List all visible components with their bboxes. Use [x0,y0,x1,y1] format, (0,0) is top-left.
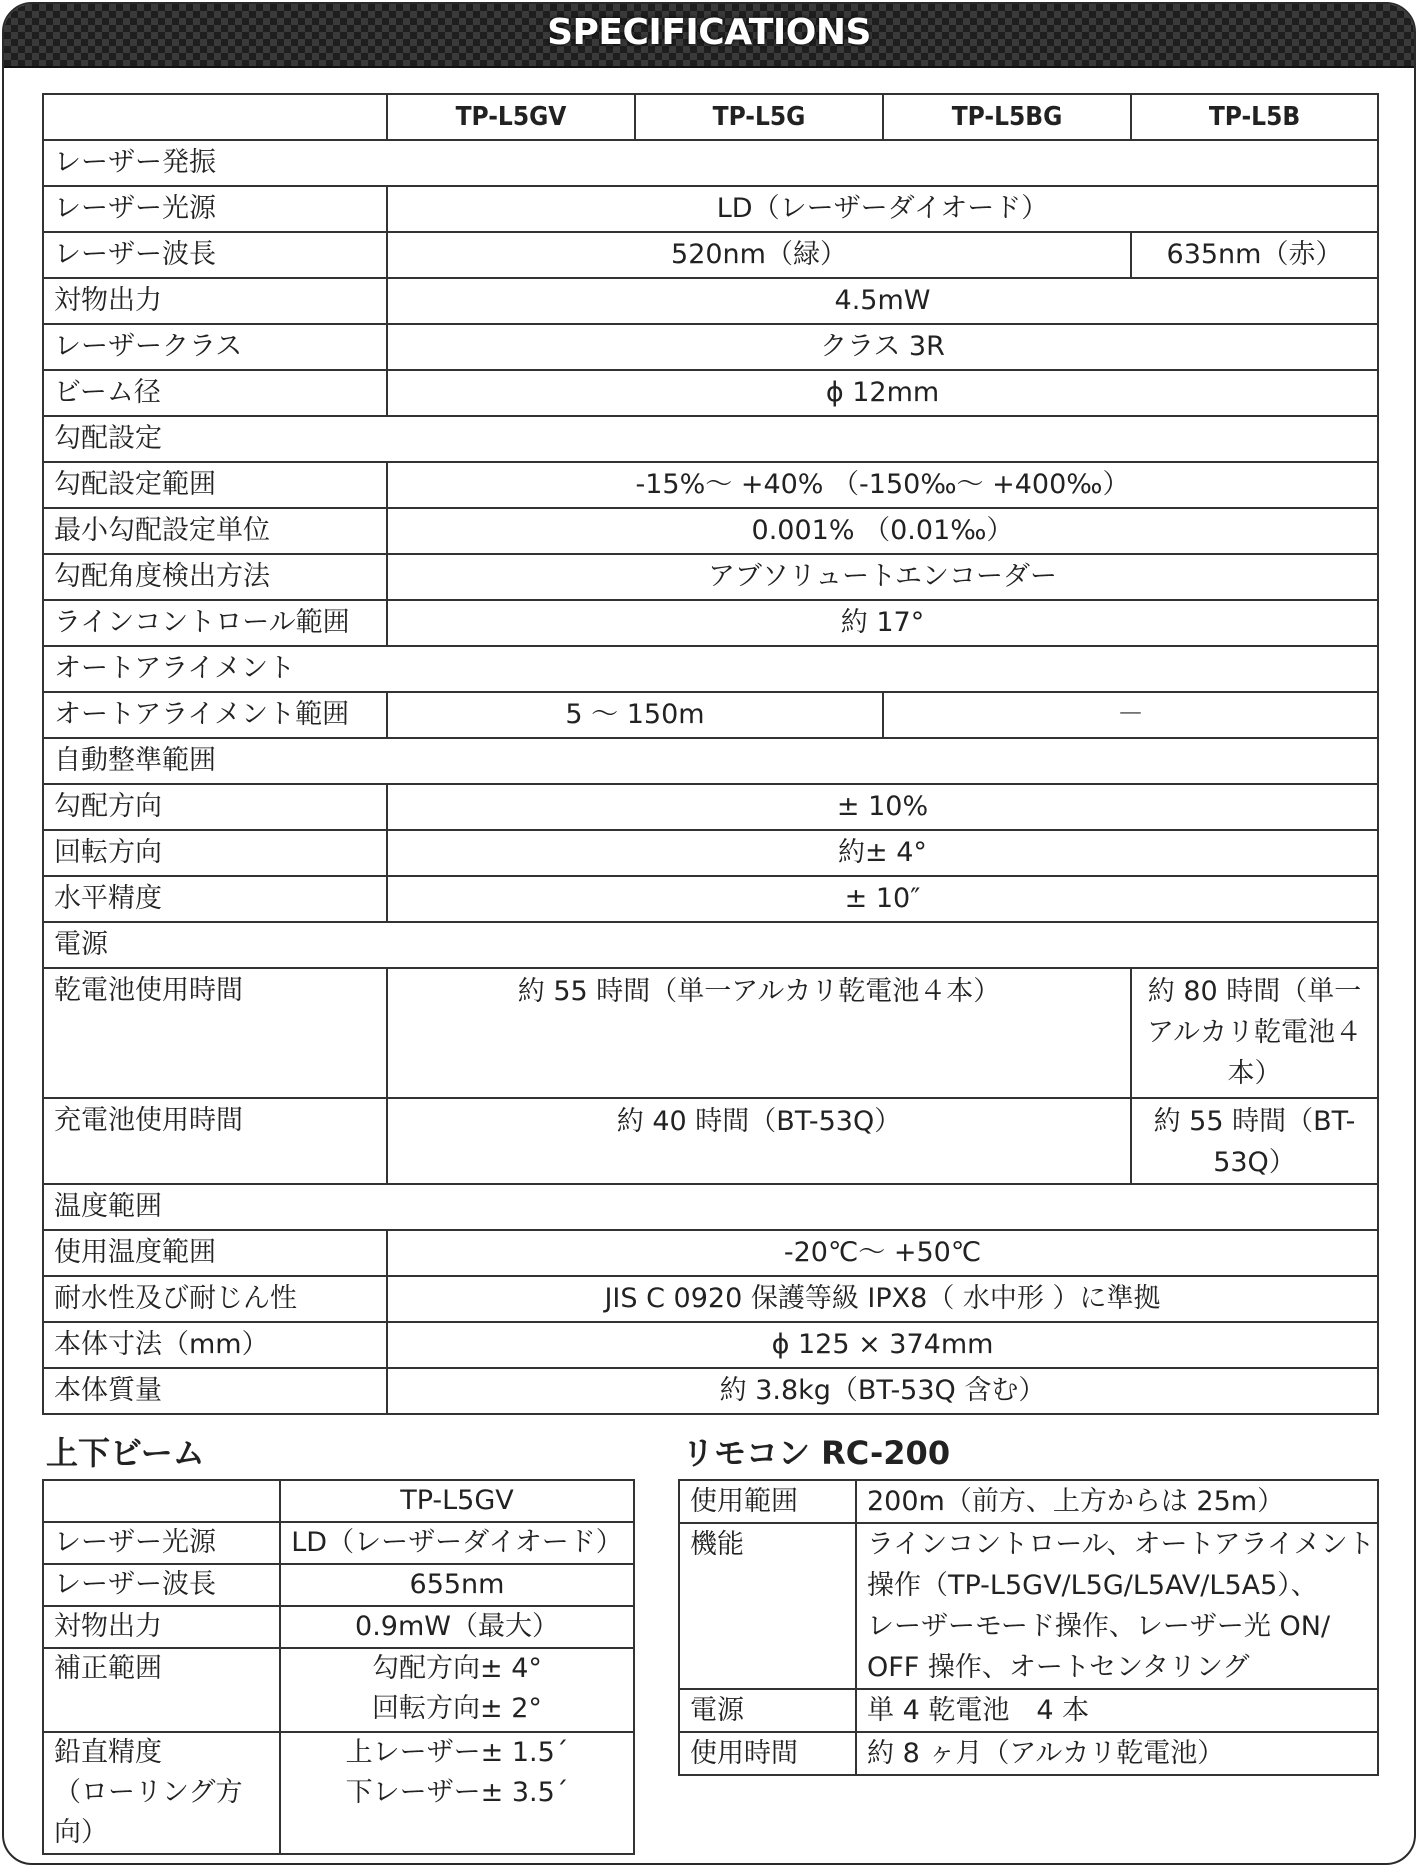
row-label: レーザー光源 [43,1522,280,1564]
table-row [43,600,1378,646]
row-value [280,1648,634,1732]
row-label: オートアライメント範囲 [43,692,387,738]
row-value: 約 55 時間（単一アルカリ乾電池４本） [387,968,1131,1098]
row-value-line: OFF 操作、オートセンタリング [867,1652,1250,1683]
table-row [43,1322,1378,1368]
row-value: 約 80 時間（単一アルカリ乾電池４本） [1131,968,1378,1098]
table-row [43,1230,1378,1276]
row-label [43,1732,280,1854]
row-label: 機能 [679,1523,856,1689]
row-label: 勾配角度検出方法 [43,554,387,600]
table-row [43,370,1378,416]
row-label: 最小勾配設定単位 [43,508,387,554]
row-label: 勾配方向 [43,784,387,830]
section-label: 電源 [43,922,1378,968]
table-row [43,462,1378,508]
row-value: 0.001% （0.01‰） [387,508,1378,554]
table-row [43,876,1378,922]
table-row [43,1606,634,1648]
row-value: 655nm [280,1564,634,1606]
row-value-line: 回転方向± 2° [372,1693,542,1724]
row-value: 約 8 ヶ月（アルカリ乾電池） [856,1732,1378,1775]
row-value: ϕ 125 × 374mm [387,1322,1378,1368]
row-value [856,1523,1378,1689]
table-row [43,968,1378,1098]
section-label: レーザー発振 [43,140,1378,186]
row-value [280,1732,634,1854]
row-value: 単 4 乾電池 4 本 [856,1689,1378,1732]
row-value: LD（レーザーダイオード） [387,186,1378,232]
table-row [679,1689,1378,1732]
row-label: 使用範囲 [679,1480,856,1523]
table-row [43,324,1378,370]
table-row [43,1648,634,1732]
row-label: 本体質量 [43,1368,387,1414]
model-header: TP-L5BG [883,94,1131,140]
model-header: TP-L5GV [280,1480,634,1522]
row-value-line: 上レーザー± 1.5´ [345,1737,569,1768]
remote-section-title: リモコン RC-200 [682,1434,951,1472]
section-row [43,646,1378,692]
row-value: 635nm（赤） [1131,232,1378,278]
table-row [43,1098,1378,1184]
section-label: 自動整準範囲 [43,738,1378,784]
row-label: 本体寸法（mm） [43,1322,387,1368]
row-value: ϕ 12mm [387,370,1378,416]
row-label: 回転方向 [43,830,387,876]
row-label: 対物出力 [43,278,387,324]
section-label: オートアライメント [43,646,1378,692]
row-label: 補正範囲 [43,1648,280,1732]
row-value: ± 10″ [387,876,1378,922]
row-value: JIS C 0920 保護等級 IPX8（ 水中形 ）に準拠 [387,1276,1378,1322]
model-header: TP-L5GV [387,94,635,140]
table-row [43,186,1378,232]
section-label: 勾配設定 [43,416,1378,462]
section-label: 温度範囲 [43,1184,1378,1230]
table-row [679,1480,1378,1523]
section-row [43,738,1378,784]
table-row [43,1522,634,1564]
model-header-row [43,94,1378,140]
row-label-line: （ローリング方向） [54,1777,243,1848]
row-label: ビーム径 [43,370,387,416]
model-header: TP-L5B [1131,94,1378,140]
table-row [43,1480,634,1522]
row-value: 4.5mW [387,278,1378,324]
table-row [43,1564,634,1606]
row-value: -20℃～ +50℃ [387,1230,1378,1276]
remote-spec-table [678,1479,1379,1776]
row-label-line: 鉛直精度 [54,1737,162,1768]
table-row [679,1523,1378,1689]
beam-spec-table [42,1479,635,1855]
table-row [43,554,1378,600]
table-row [43,830,1378,876]
header-blank-cell [43,1480,280,1522]
row-value: 0.9mW（最大） [280,1606,634,1648]
table-row [43,1276,1378,1322]
table-row [43,784,1378,830]
row-value-line: 下レーザー± 3.5´ [345,1777,569,1808]
row-label: 使用時間 [679,1732,856,1775]
table-row [43,508,1378,554]
row-value: 約 3.8kg（BT-53Q 含む） [387,1368,1378,1414]
table-row [43,232,1378,278]
row-label: 耐水性及び耐じん性 [43,1276,387,1322]
table-row [43,1368,1378,1414]
row-value: 約 40 時間（BT-53Q） [387,1098,1131,1184]
section-row [43,1184,1378,1230]
row-value: 5 ～ 150m [387,692,883,738]
section-row [43,922,1378,968]
row-value: 約± 4° [387,830,1378,876]
row-value: ± 10% [387,784,1378,830]
row-value: LD（レーザーダイオード） [280,1522,634,1564]
row-label: ラインコントロール範囲 [43,600,387,646]
section-row [43,140,1378,186]
row-value: 約 17° [387,600,1378,646]
row-value: クラス 3R [387,324,1378,370]
row-value: 約 55 時間（BT-53Q） [1131,1098,1378,1184]
row-value-line: 勾配方向± 4° [372,1653,542,1684]
table-row [43,692,1378,738]
row-label: 使用温度範囲 [43,1230,387,1276]
row-label: 電源 [679,1689,856,1732]
row-label: レーザー波長 [43,232,387,278]
row-value-line: 操作（TP-L5GV/L5G/L5AV/L5A5）、 [867,1570,1318,1601]
row-value: -15%～ +40% （-150‰～ +400‰） [387,462,1378,508]
row-label: レーザークラス [43,324,387,370]
row-value-line: ラインコントロール、オートアライメント [867,1529,1375,1560]
row-label: 乾電池使用時間 [43,968,387,1098]
table-row [679,1732,1378,1775]
row-value: － [883,692,1378,738]
header-blank-cell [43,94,387,140]
row-label: 水平精度 [43,876,387,922]
beam-section-title: 上下ビーム [46,1434,205,1472]
row-label: 対物出力 [43,1606,280,1648]
section-row [43,416,1378,462]
row-value: 520nm（緑） [387,232,1131,278]
row-value-line: レーザーモード操作、レーザー光 ON/ [867,1611,1331,1642]
row-label: 充電池使用時間 [43,1098,387,1184]
row-value: 200m（前方、上方からは 25m） [856,1480,1378,1523]
page-title: SPECIFICATIONS [547,12,871,53]
table-row [43,278,1378,324]
header-bar [4,4,1414,68]
model-header: TP-L5G [635,94,883,140]
row-label: 勾配設定範囲 [43,462,387,508]
row-label: レーザー光源 [43,186,387,232]
table-row [43,1732,634,1854]
row-label: レーザー波長 [43,1564,280,1606]
main-spec-table [42,93,1379,1415]
row-value: アブソリュートエンコーダー [387,554,1378,600]
